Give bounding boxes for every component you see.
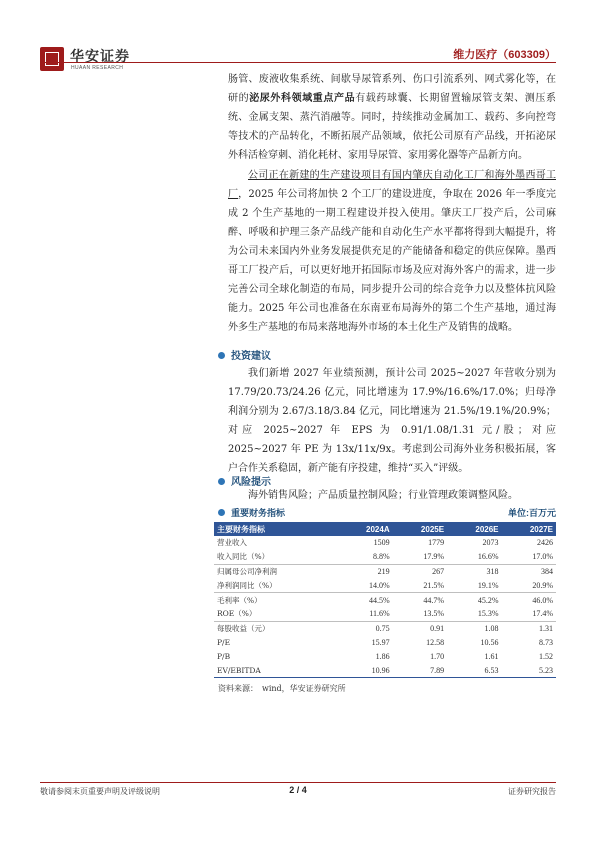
cell: 1509 (373, 538, 390, 548)
para2-text: ，2025 年公司将加快 2 个工厂的建设进度，争取在 2026 年一季度完成 2 个生产基地的一期工程建设并投入使用。肇庆工厂投产后，公司麻醉、呼吸和护理三条产品线产能和自动化生产水平都将得到大幅提升，将为公司未来国内外业务发展提供充足的产能储备和稳定的供应保障。墨西哥工厂投产后，可以更好地开拓国际市场及应对海外客户的需求，进一步完善公司全球化制造的布局，同步提升公司的综合竞争力以及整体抗风险能力。2025 年公司也准备在东南亚布局海外的第二个生产基地，通过海外多生产基地的布局来落地海外市场的本土化生产及销售的战略。 (228, 189, 557, 333)
cell: 7.89 (393, 663, 447, 677)
table-header-bar (218, 506, 556, 520)
risk-paragraph (228, 486, 556, 505)
row-label: P/B (217, 651, 231, 661)
company-logo (40, 46, 180, 74)
para1-bold-phrase: 泌尿外科领域重点产品 (249, 93, 356, 104)
cell: 10.96 (337, 663, 392, 677)
col-header: 2024A (337, 522, 392, 536)
cell: 14.0% (337, 578, 392, 592)
cell: 384 (541, 566, 553, 576)
cell: 17.4% (502, 607, 556, 621)
invest-title-text: 投资建议 (231, 351, 271, 362)
cell: 19.1% (447, 578, 501, 592)
row-label: EV/EBITDA (214, 663, 337, 677)
cell: 8.73 (539, 637, 553, 647)
table-row (214, 636, 556, 650)
cell: 5.23 (502, 663, 556, 677)
col-header: 主要财务指标 (214, 522, 337, 536)
table-row (214, 663, 556, 677)
invest-text: 我们新增 2027 年业绩预测，预计公司 2025~2027 年营收分别为 17.79/20.73/24.26 亿元，同比增速为 17.9%/16.6%/17.0%；归母净利润分别为 2.67/3.18/3.84 亿元，同比增速为 21.5%/19.1%/20.9%；对应 2025~2027 年 EPS 为 0.91/1.08/1.31 元/股；对应 2025~2027 年 PE 为 13x/11x/9x。考虑到公司海外业务积极拓展，客户合作关系稳固，新产能有序投建，维持“买入”评级。 (228, 368, 556, 474)
cell: 1.08 (484, 624, 499, 634)
cell: 0.75 (375, 624, 390, 634)
cell: 15.3% (447, 607, 501, 621)
row-label: 归属母公司净利润 (217, 566, 277, 576)
bullet-icon (218, 478, 225, 485)
capacity-paragraph (228, 166, 556, 337)
cell: 8.8% (337, 550, 392, 564)
cell: 20.9% (502, 578, 556, 592)
cell: 15.97 (371, 637, 390, 647)
col-header: 2027E (502, 522, 556, 536)
row-label: ROE（%） (214, 607, 337, 621)
cell: 1.70 (430, 651, 445, 661)
footer-divider (40, 782, 556, 783)
footer-report-type: 证券研究报告 (508, 787, 556, 796)
row-label: 营业收入 (217, 538, 247, 548)
cell: 6.53 (447, 663, 501, 677)
cell: 1779 (428, 538, 445, 548)
cell: 267 (432, 566, 445, 576)
cell: 2073 (482, 538, 499, 548)
col-header: 2026E (447, 522, 501, 536)
cell: 44.5% (368, 595, 390, 605)
logo-chinese-name: 华安证券 (70, 49, 130, 65)
table-source: 资料来源： wind，华安证券研究所 (218, 684, 346, 693)
bullet-icon (218, 352, 225, 359)
para1-part1: 肠管、废液收集系统、间歇导尿管系列、伤口引流系列、网式雾化 (228, 74, 526, 85)
table-row (214, 578, 556, 592)
cell: 12.58 (426, 637, 445, 647)
company-ticker: 维力医疗（603309） (453, 49, 556, 61)
table-row (214, 550, 556, 564)
cell: 2426 (537, 538, 553, 548)
page-number: 2 / 4 (289, 785, 307, 795)
row-label: 每股收益（元） (217, 624, 270, 634)
table-row (214, 536, 556, 550)
cell: 1.31 (539, 624, 553, 634)
cell: 1.61 (484, 651, 499, 661)
row-label: 净利润同比（%） (214, 578, 337, 592)
row-label: 收入同比（%） (214, 550, 337, 564)
invest-paragraph (228, 364, 556, 478)
bullet-icon (218, 509, 225, 516)
row-label: P/E (217, 637, 231, 647)
cell: 318 (486, 566, 499, 576)
table-row (214, 564, 556, 578)
cell: 0.91 (430, 624, 445, 634)
table-row (214, 607, 556, 621)
cell: 13.5% (393, 607, 447, 621)
financial-table (214, 522, 556, 678)
logo-english-name: HUAAN RESEARCH (71, 65, 124, 71)
cell: 1.52 (539, 651, 553, 661)
cell: 219 (377, 566, 390, 576)
cell: 17.0% (502, 550, 556, 564)
table-header-row (214, 522, 556, 536)
product-pipeline-paragraph (228, 70, 556, 165)
col-header: 2025E (393, 522, 447, 536)
cell: 46.0% (532, 595, 553, 605)
table-title (218, 506, 285, 519)
cell: 1.86 (375, 651, 390, 661)
cell: 11.6% (337, 607, 392, 621)
row-label: 毛利率（%） (217, 595, 262, 605)
para2-underlined-phrase: 公司正在新建的生产建设项目有国内肇庆自动化工厂和海外墨西哥工厂 (228, 170, 556, 200)
table-row (214, 593, 556, 607)
table-row (214, 621, 556, 635)
risk-text: 海外销售风险；产品质量控制风险；行业管理政策调整风险。 (248, 490, 518, 501)
table-row (214, 649, 556, 663)
page-header (0, 0, 596, 70)
logo-seal-icon (40, 47, 64, 71)
para1-part2: 等，在研的 (228, 74, 557, 104)
cell: 44.7% (423, 595, 445, 605)
risk-title-text: 风险提示 (231, 477, 271, 488)
cell: 10.56 (480, 637, 499, 647)
cell: 45.2% (477, 595, 499, 605)
cell: 17.9% (393, 550, 447, 564)
invest-section-title (218, 347, 271, 362)
footer-disclaimer: 敬请参阅末页重要声明及评级说明 (40, 787, 160, 796)
table-unit: 单位:百万元 (508, 508, 556, 518)
cell: 21.5% (393, 578, 447, 592)
header-divider (40, 62, 556, 63)
para1-part3: 有载药球囊、长期留置输尿管支架、测压系统、金属支架、蒸汽消融等。同时，持续推动金属加工、载药、多向控弯等技术的产品转化，不断拓展产品领域，依托公司原有产品线，开拓泌尿外科活检穿刺、消化耗材、家用导尿管、家用雾化器等产品新方向。 (228, 93, 557, 161)
cell: 16.6% (447, 550, 501, 564)
table-title-text: 重要财务指标 (231, 508, 286, 518)
